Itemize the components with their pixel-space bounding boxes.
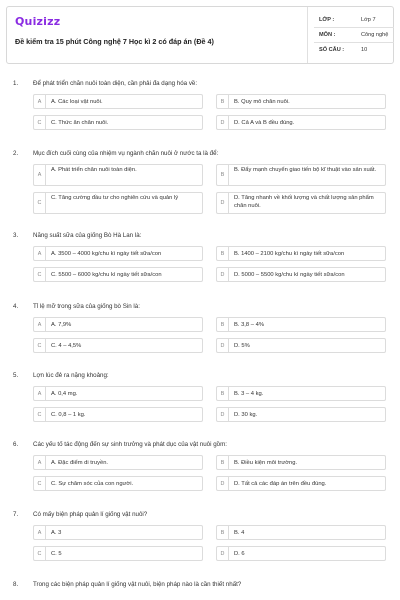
option-text: B. 3,8 – 4% [234,321,264,328]
option-text: A. 3500 – 4000 kg/chu kì ngày tiết sữa/con [51,250,162,257]
quizizz-logo: Quizizz [15,15,61,28]
option-letter-badge: D [217,268,229,281]
option-letter-badge: D [217,547,229,560]
option-text: B. Quy mô chăn nuôi. [234,98,290,105]
option-text: A. Đặc điểm di truyền. [51,459,109,466]
answer-option-d[interactable] [216,476,386,491]
answer-option-b[interactable] [216,525,386,540]
option-text: B. 3 – 4 kg. [234,390,264,397]
answer-option-c[interactable] [33,407,203,422]
option-letter-badge: A [34,387,46,400]
option-letter-badge: C [34,477,46,490]
option-text: A. Phát triển chăn nuôi toàn diện. [51,167,137,173]
answer-option-b[interactable] [216,164,386,186]
meta-row-subject [314,28,394,43]
answer-option-c[interactable] [33,267,203,282]
option-text: C. 4 – 4,5% [51,342,82,349]
answer-option-d[interactable] [216,115,386,130]
option-letter-badge: D [217,116,229,129]
option-text: D. 5000 – 5500 kg/chu kì ngày tiết sữa/con [234,271,345,278]
option-letter-badge: D [217,339,229,352]
answer-option-a[interactable] [33,386,203,401]
answer-option-a[interactable] [33,164,203,186]
option-letter-badge: A [34,247,46,260]
question-text: Để phát triển chăn nuôi toàn diện, cần phải đa dạng hóa về: [33,80,198,87]
answer-option-a[interactable] [33,317,203,332]
answer-option-a[interactable] [33,525,203,540]
option-letter-badge: C [34,339,46,352]
option-text: A. 0,4 mg. [51,390,78,397]
option-text: D. Tất cả các đáp án trên đều đúng. [234,480,327,487]
option-letter-badge: A [34,526,46,539]
question-text: Các yếu tố tác động đến sự sinh trưởng và phát dục của vật nuôi gồm: [33,441,227,448]
question-number: 3. [13,232,19,239]
option-text: C. 5 [51,550,62,557]
answer-option-c[interactable] [33,192,203,214]
meta-row-class [314,13,394,28]
question-number: 8. [13,581,19,588]
question-number: 5. [13,372,19,379]
option-text: B. 1400 – 2100 kg/chu kì ngày tiết sữa/con [234,250,345,257]
answer-option-d[interactable] [216,546,386,561]
option-letter-badge: A [34,318,46,331]
answer-option-d[interactable] [216,192,386,214]
answer-option-c[interactable] [33,115,203,130]
meta-label: MÔN : [319,32,336,38]
answer-option-b[interactable] [216,386,386,401]
meta-value: Công nghệ [361,32,389,38]
option-letter-badge: C [34,408,46,421]
answer-option-d[interactable] [216,407,386,422]
answer-option-a[interactable] [33,246,203,261]
option-letter-badge: D [217,408,229,421]
question-number: 2. [13,150,19,157]
option-text: A. 7,9% [51,321,72,328]
option-text: C. 0,8 – 1 kg. [51,411,86,418]
answer-option-b[interactable] [216,94,386,109]
option-letter-badge: B [217,165,229,185]
option-text: D. 30 kg. [234,411,258,418]
option-letter-badge: A [34,165,46,185]
option-letter-badge: C [34,268,46,281]
option-text: D. 5% [234,342,250,349]
option-letter-badge: A [34,95,46,108]
option-letter-badge: C [34,547,46,560]
option-text: B. Điều kiện môi trường. [234,459,298,466]
meta-value: 10 [361,47,368,53]
option-text: C. Tăng cường đầu tư cho nghiên cứu và quản lý [51,195,179,201]
answer-option-d[interactable] [216,338,386,353]
option-text: C. Thức ăn chăn nuôi. [51,119,109,126]
option-letter-badge: B [217,526,229,539]
worksheet-header [6,6,394,64]
option-text: C. Sự chăm sóc của con người. [51,480,134,487]
question-text: Mục đích cuối cùng của nhiệm vụ ngành chăn nuôi ở nước ta là để: [33,150,219,157]
question-number: 6. [13,441,19,448]
option-letter-badge: C [34,116,46,129]
option-text: B. 4 [234,529,245,536]
meta-label: LỚP : [319,17,335,23]
answer-option-b[interactable] [216,455,386,470]
option-text: D. 6 [234,550,245,557]
option-text: C. 5500 – 6000 kg/chu kì ngày tiết sữa/con [51,271,162,278]
answer-option-a[interactable] [33,455,203,470]
option-letter-badge: D [217,477,229,490]
option-letter-badge: A [34,456,46,469]
question-number: 7. [13,511,19,518]
question-number: 4. [13,303,19,310]
answer-option-c[interactable] [33,338,203,353]
worksheet-title: Đề kiểm tra 15 phút Công nghệ 7 Học kì 2 có đáp án (Đề 4) [15,37,214,46]
option-text: D. Tăng nhanh về khối lượng và chất lượng sản phẩm chăn nuôi. [234,195,374,209]
option-text: A. Các loại vật nuôi. [51,98,103,105]
meta-value: Lớp 7 [361,17,376,23]
meta-label: SỐ CÂU : [319,47,345,53]
meta-row-count [314,43,394,58]
question-number: 1. [13,80,19,87]
answer-option-c[interactable] [33,546,203,561]
option-letter-badge: C [34,193,46,213]
question-text: Trong các biện pháp quản lí giống vật nuôi, biện pháp nào là cần thiết nhất? [33,581,242,588]
answer-option-d[interactable] [216,267,386,282]
option-letter-badge: B [217,318,229,331]
meta-table [314,13,394,58]
option-letter-badge: D [217,193,229,213]
option-text: D. Cả A và B đều đúng. [234,119,295,126]
question-text: Tỉ lệ mỡ trong sữa của giống bò Sin là: [33,303,140,310]
question-text: Có mấy biện pháp quản lí giống vật nuôi? [33,511,148,518]
option-text: B. Đẩy mạnh chuyển giao tiến bộ kĩ thuật vào sản xuất. [234,167,377,173]
answer-option-b[interactable] [216,246,386,261]
option-letter-badge: B [217,95,229,108]
question-text: Năng suất sữa của giống Bò Hà Lan là: [33,232,142,239]
answer-option-b[interactable] [216,317,386,332]
option-letter-badge: B [217,456,229,469]
option-letter-badge: B [217,387,229,400]
question-text: Lợn lúc đẻ ra nặng khoảng: [33,372,109,379]
answer-option-c[interactable] [33,476,203,491]
option-text: A. 3 [51,529,62,536]
meta-divider [307,7,308,63]
option-letter-badge: B [217,247,229,260]
answer-option-a[interactable] [33,94,203,109]
